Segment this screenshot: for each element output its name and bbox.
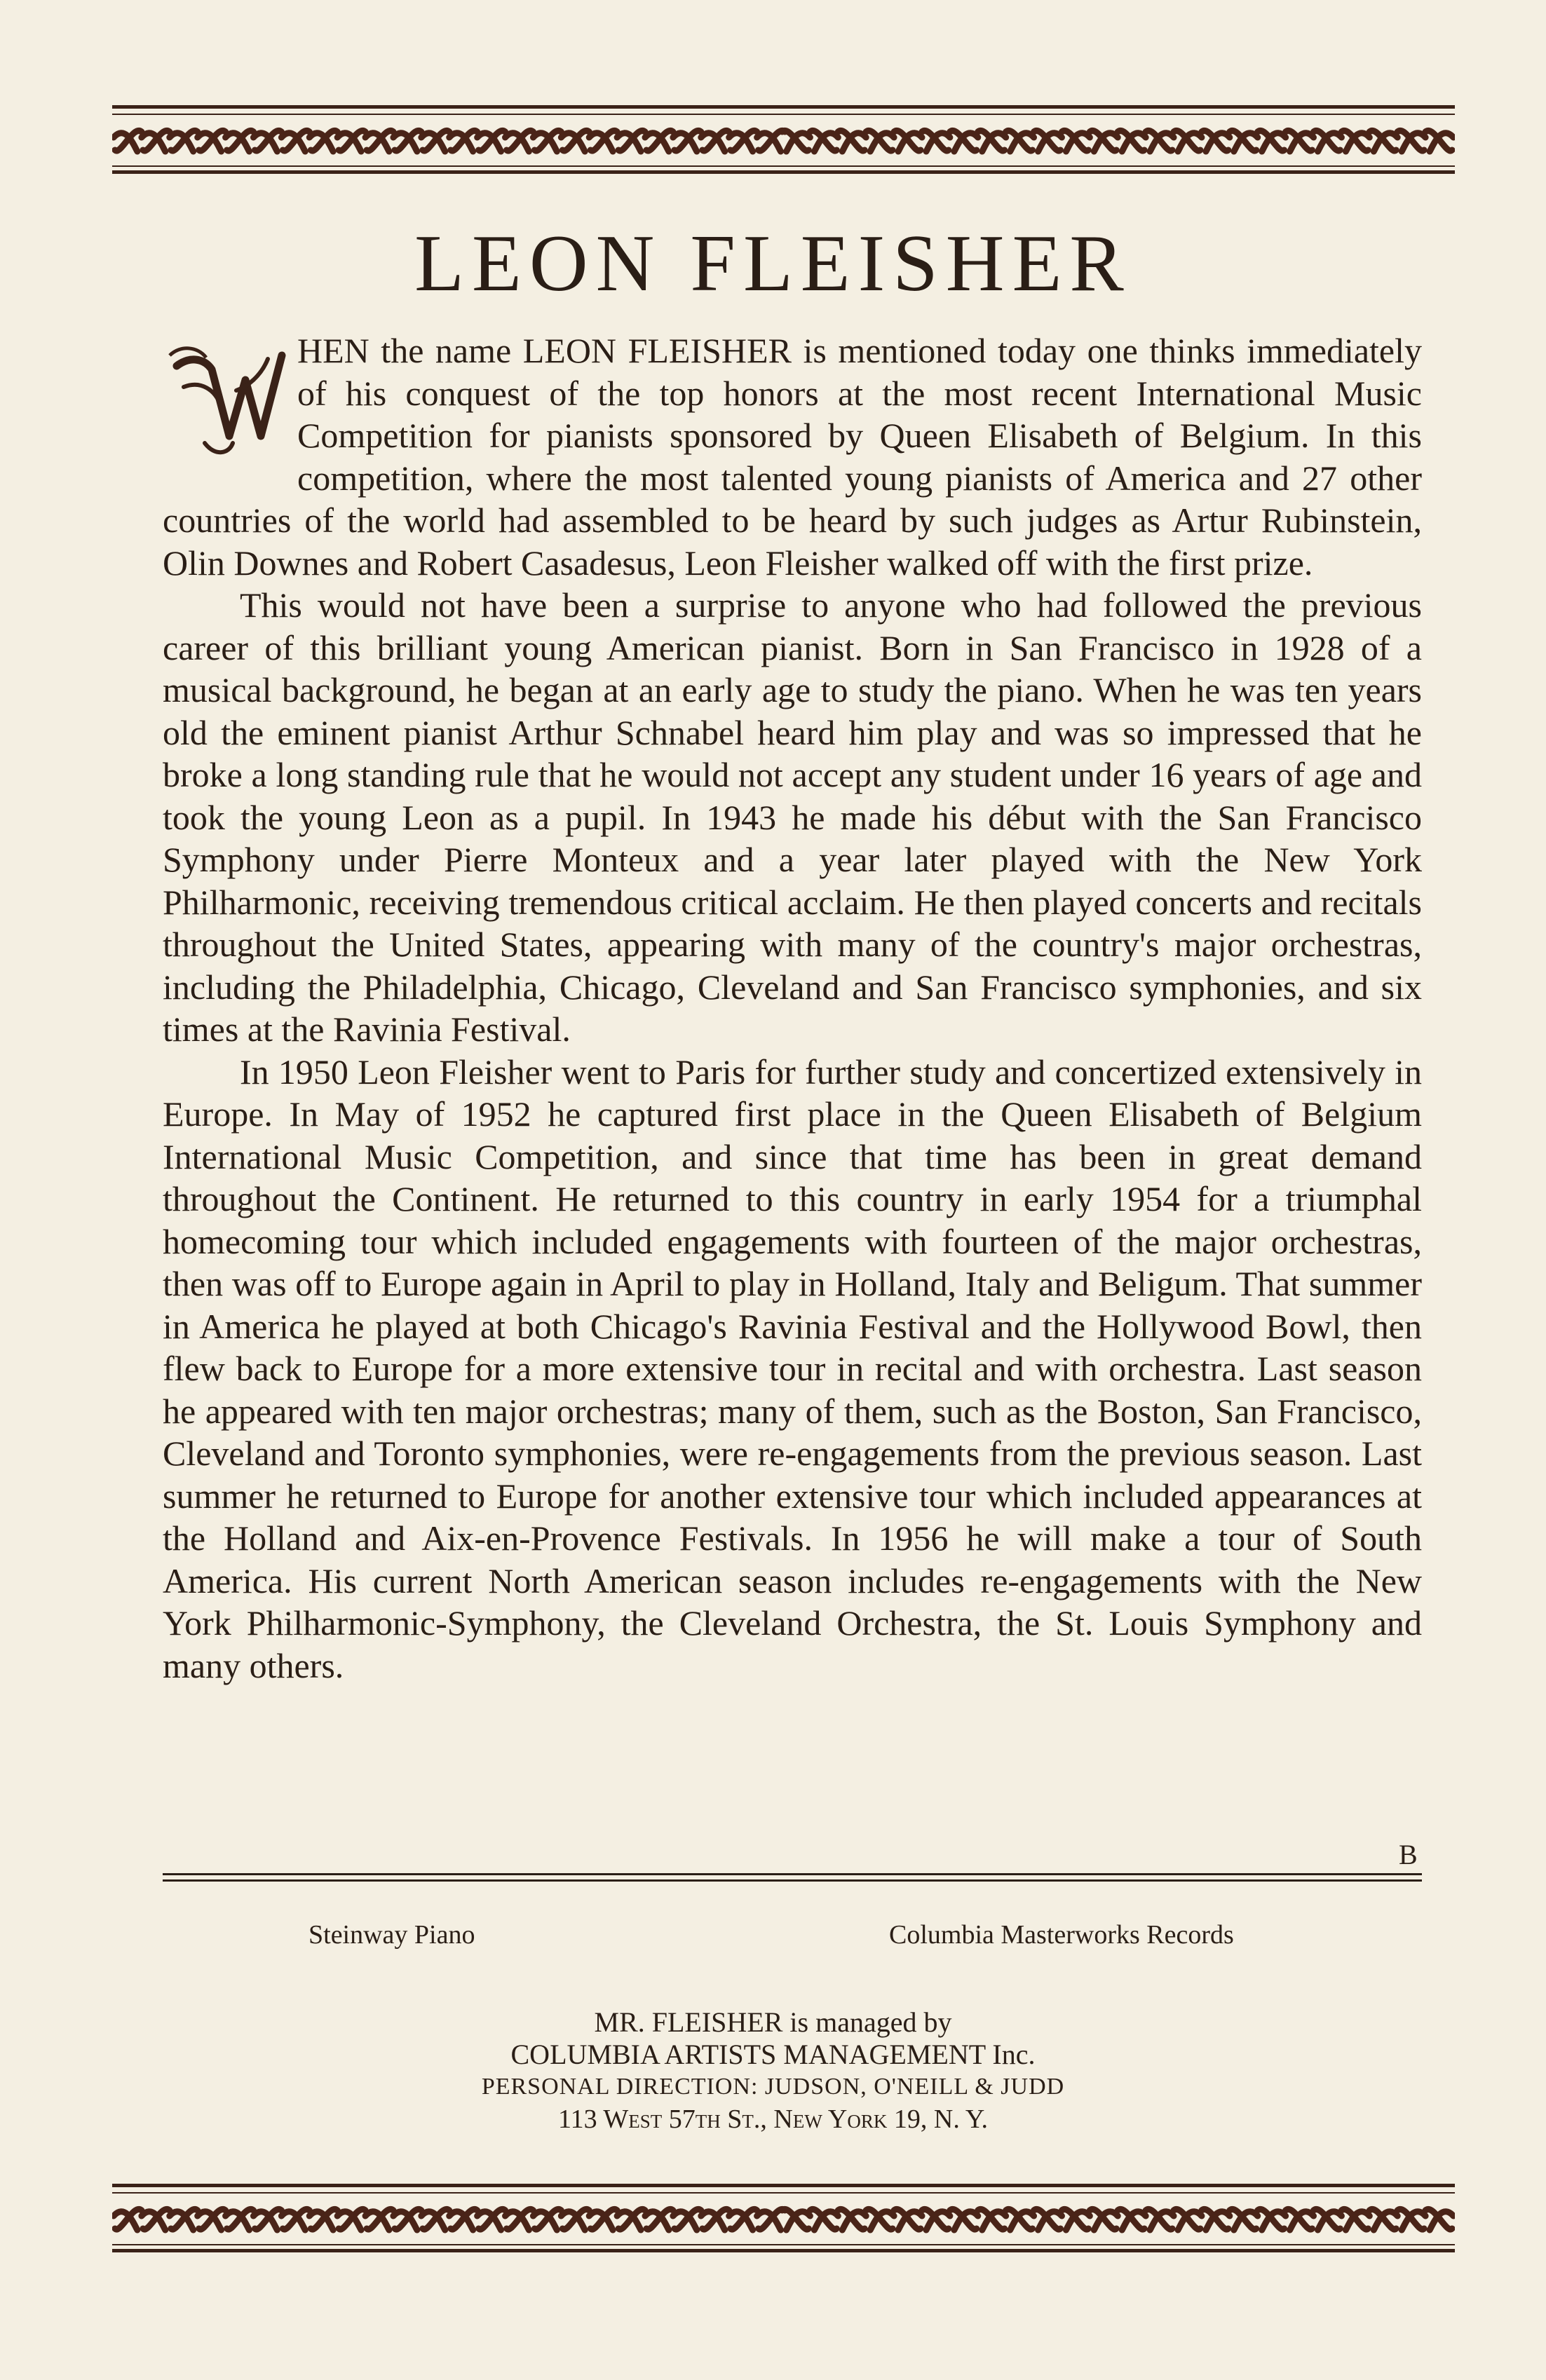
braid-link-icon: [1118, 2210, 1146, 2230]
braid-link-icon: [449, 131, 477, 151]
braid-ornament-bottom: [112, 2184, 1455, 2254]
braid-link-icon: [1062, 131, 1090, 151]
braid-link-icon: [226, 131, 254, 151]
braid-link-icon: [506, 2210, 534, 2230]
braid-link-icon: [729, 2210, 757, 2230]
braid-link-icon: [114, 131, 142, 151]
braid-link-icon: [1174, 2210, 1202, 2230]
management-direction: PERSONAL DIRECTION: JUDSON, O'NEILL & JUDD: [481, 2074, 1065, 2100]
braid-link-icon: [1314, 2210, 1342, 2230]
records-credit: Columbia Masterworks Records: [889, 1920, 1234, 1950]
braid-link-icon: [782, 2210, 811, 2230]
braid-link-icon: [810, 131, 838, 151]
braid-link-icon: [337, 131, 365, 151]
braid-link-icon: [894, 131, 922, 151]
braid-link-icon: [170, 131, 198, 151]
braid-link-icon: [1425, 131, 1453, 151]
braid-link-icon: [838, 2210, 866, 2230]
braid-link-icon: [393, 131, 421, 151]
braid-link-icon: [810, 2210, 838, 2230]
braid-link-icon: [645, 2210, 673, 2230]
braid-link-icon: [1202, 2210, 1230, 2230]
braid-link-icon: [1341, 131, 1369, 151]
braid-link-icon: [253, 2210, 281, 2230]
braid-link-icon: [1369, 131, 1397, 151]
braid-link-icon: [922, 2210, 950, 2230]
braid-link-icon: [1062, 2210, 1090, 2230]
braid-link-icon: [1230, 2210, 1258, 2230]
braid-link-icon: [922, 131, 950, 151]
biography-text: [163, 329, 1422, 1687]
paragraph-2: This would not have been a surprise to anyone who had followed the previous career of this brilliant young American pianist. Born in San Francisco in 1928 of a musical background, he began at an early age to study the piano. When he was ten years old the eminent pianist Arthur Schnabel heard him play and was so impressed that he broke a long standing rule that he would not accept any student under 16 years of age and took the young Leon as a pupil. In 1943 he made his début with the San Francisco Symphony under Pierre Monteux and a year later played with the New York Philharmonic, receiving tremendous critical acclaim. He then played concerts and recitals throughout the United States, appearing with many of the country's major orchestras, including the Philadelphia, Chicago, Cleveland and San Francisco symphonies, and six times at the Ravinia Festival.: [163, 585, 1422, 1049]
braid-link-icon: [337, 2210, 365, 2230]
braid-link-icon: [309, 2210, 337, 2230]
management-address: 113 West 57th St., New York 19, N. Y.: [558, 2104, 988, 2134]
braid-link-icon: [561, 2210, 589, 2230]
braid-link-icon: [1258, 2210, 1286, 2230]
braid-link-icon: [142, 2210, 170, 2230]
braid-ornament-top: [112, 105, 1455, 175]
braid-link-icon: [1174, 131, 1202, 151]
braid-link-icon: [309, 131, 337, 151]
braid-link-icon: [1314, 131, 1342, 151]
braid-link-icon: [1202, 131, 1230, 151]
braid-link-icon: [894, 2210, 922, 2230]
braid-link-icon: [645, 131, 673, 151]
management-block: [0, 2006, 1546, 2135]
braid-link-icon: [1034, 2210, 1062, 2230]
braid-link-icon: [1258, 131, 1286, 151]
piano-credit: Steinway Piano: [308, 1920, 475, 1950]
braid-link-icon: [673, 131, 701, 151]
braid-link-icon: [170, 2210, 198, 2230]
braid-link-icon: [365, 131, 393, 151]
braid-link-icon: [978, 2210, 1006, 2230]
braid-link-icon: [1034, 131, 1062, 151]
braid-link-icon: [1146, 2210, 1174, 2230]
braid-link-icon: [1397, 131, 1425, 151]
braid-link-icon: [1397, 2210, 1425, 2230]
braid-link-icon: [1230, 131, 1258, 151]
braid-link-icon: [365, 2210, 393, 2230]
double-rule-divider: [163, 1873, 1422, 1886]
braid-link-icon: [701, 131, 729, 151]
braid-link-icon: [1341, 2210, 1369, 2230]
braid-link-icon: [281, 2210, 309, 2230]
braid-link-icon: [281, 131, 309, 151]
braid-link-icon: [617, 131, 645, 151]
signature-mark: B: [1399, 1839, 1418, 1870]
braid-link-icon: [866, 131, 894, 151]
braid-link-icon: [1369, 2210, 1397, 2230]
paragraph-1: [163, 329, 1422, 584]
braid-link-icon: [421, 131, 449, 151]
braid-link-icon: [1006, 2210, 1034, 2230]
top-ornamental-border: [112, 105, 1455, 175]
paragraph-3: In 1950 Leon Fleisher went to Paris for further study and concertized extensively in Europe. In May of 1952 he captured first place in the Queen Elisabeth of Belgium International Music Competition, and since that time has been in great demand throughout the Continent. He returned to this country in early 1954 for a triumphal homecoming tour which included engagements with fourteen of the major orchestras, then was off to Europe again in April to play in Holland, Italy and Beligum. That summer in America he played at both Chicago's Ravinia Festival and the Hollywood Bowl, then flew back to Europe for a more extensive tour in recital and with orchestra. Last season he appeared with ten major orchestras; many of them, such as the Boston, San Francisco, Cleveland and Toronto symphonies, were re-engagements from the previous season. Last summer he returned to Europe for another extensive tour which included appearances at the Holland and Aix-en-Provence Festivals. In 1956 he will make a tour of South America. His current North American season includes re-engagements with the New York Philharmonic-Symphony, the Cleveland Orchestra, the St. Louis Symphony and many others.: [163, 1052, 1422, 1685]
braid-link-icon: [253, 131, 281, 151]
bottom-ornamental-border: [112, 2184, 1455, 2254]
braid-link-icon: [198, 2210, 226, 2230]
braid-link-icon: [589, 131, 617, 151]
management-line-1: MR. FLEISHER is managed by: [594, 2006, 952, 2038]
braid-link-icon: [1118, 131, 1146, 151]
braid-link-icon: [673, 2210, 701, 2230]
management-company: COLUMBIA ARTISTS MANAGEMENT Inc.: [510, 2039, 1036, 2070]
paragraph-1-text: HEN the name LEON FLEISHER is mentioned today one thinks immediately of his conquest of the top honors at the most recent International Music Competition for pianists sponsored by Queen Elisabeth of Belgium. In this competition, where the most talented young pianists of America and 27 other countries of the world had assembled to be heard by such judges as Artur Rubinstein, Olin Downes and Robert Casadesus, Leon Fleisher walked off with the first prize.: [163, 331, 1422, 583]
braid-link-icon: [1286, 131, 1314, 151]
braid-link-icon: [866, 2210, 894, 2230]
braid-link-icon: [729, 131, 757, 151]
braid-link-icon: [449, 2210, 477, 2230]
braid-link-icon: [506, 131, 534, 151]
dropcap-w-icon: [163, 338, 293, 464]
braid-link-icon: [1146, 131, 1174, 151]
braid-link-icon: [533, 131, 561, 151]
braid-link-icon: [950, 131, 978, 151]
braid-link-icon: [477, 131, 506, 151]
page-title: LEON FLEISHER: [414, 219, 1132, 308]
braid-link-icon: [617, 2210, 645, 2230]
braid-link-icon: [226, 2210, 254, 2230]
braid-link-icon: [393, 2210, 421, 2230]
braid-link-icon: [114, 2210, 142, 2230]
braid-link-icon: [142, 131, 170, 151]
braid-link-icon: [533, 2210, 561, 2230]
braid-link-icon: [421, 2210, 449, 2230]
braid-link-icon: [838, 131, 866, 151]
braid-link-icon: [477, 2210, 506, 2230]
braid-link-icon: [561, 131, 589, 151]
braid-link-icon: [1090, 131, 1118, 151]
braid-link-icon: [978, 131, 1006, 151]
braid-link-icon: [1286, 2210, 1314, 2230]
braid-link-icon: [589, 2210, 617, 2230]
braid-link-icon: [950, 2210, 978, 2230]
braid-link-icon: [1090, 2210, 1118, 2230]
braid-link-icon: [1425, 2210, 1453, 2230]
braid-link-icon: [782, 131, 811, 151]
braid-link-icon: [1006, 131, 1034, 151]
braid-link-icon: [198, 131, 226, 151]
braid-link-icon: [701, 2210, 729, 2230]
